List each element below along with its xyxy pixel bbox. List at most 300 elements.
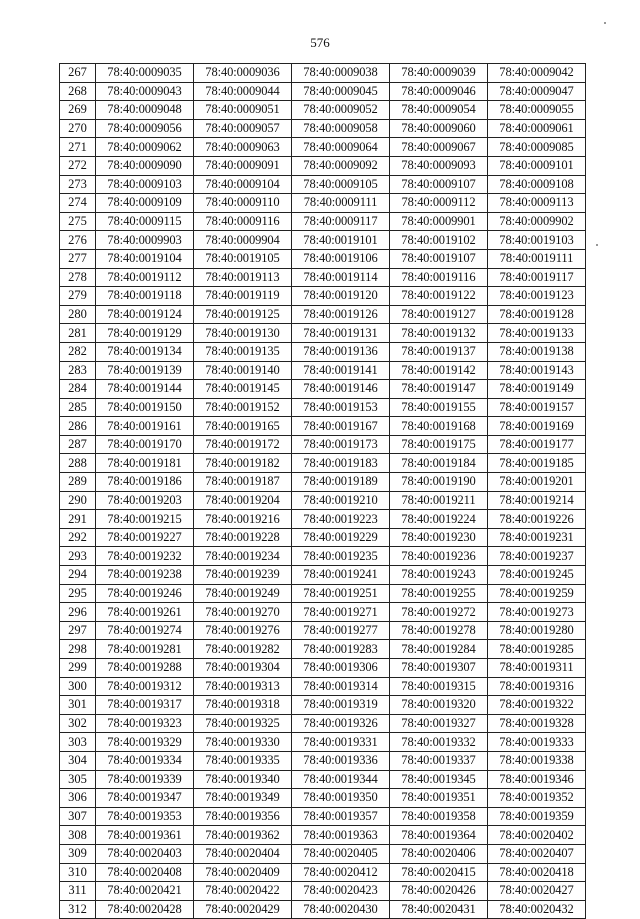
cadastral-number-cell: 78:40:0020412 <box>292 863 390 882</box>
row-number: 299 <box>60 659 96 678</box>
cadastral-number-cell: 78:40:0019128 <box>488 305 586 324</box>
cadastral-number-cell: 78:40:0020432 <box>488 900 586 919</box>
cadastral-number-cell: 78:40:0009048 <box>96 101 194 120</box>
cadastral-number-cell: 78:40:0009044 <box>194 82 292 101</box>
cadastral-number-cell: 78:40:0019111 <box>488 249 586 268</box>
table-row <box>60 566 586 585</box>
row-number: 284 <box>60 380 96 399</box>
cadastral-number-cell: 78:40:0009092 <box>292 156 390 175</box>
cadastral-number-cell: 78:40:0009117 <box>292 212 390 231</box>
cadastral-number-cell: 78:40:0019352 <box>488 789 586 808</box>
cadastral-number-cell: 78:40:0020429 <box>194 900 292 919</box>
cadastral-number-cell: 78:40:0019226 <box>488 510 586 529</box>
cadastral-number-cell: 78:40:0019259 <box>488 584 586 603</box>
cadastral-number-cell: 78:40:0019307 <box>390 659 488 678</box>
cadastral-number-cell: 78:40:0019234 <box>194 547 292 566</box>
row-number: 298 <box>60 640 96 659</box>
table-row <box>60 175 586 194</box>
cadastral-number-cell: 78:40:0019322 <box>488 696 586 715</box>
cadastral-number-cell: 78:40:0019304 <box>194 659 292 678</box>
cadastral-number-cell: 78:40:0019138 <box>488 342 586 361</box>
cadastral-number-cell: 78:40:0019147 <box>390 380 488 399</box>
cadastral-number-cell: 78:40:0019306 <box>292 659 390 678</box>
table-row <box>60 789 586 808</box>
cadastral-number-cell: 78:40:0019336 <box>292 751 390 770</box>
cadastral-number-cell: 78:40:0019236 <box>390 547 488 566</box>
cadastral-number-cell: 78:40:0020423 <box>292 882 390 901</box>
cadastral-number-cell: 78:40:0009064 <box>292 138 390 157</box>
cadastral-number-cell: 78:40:0019271 <box>292 603 390 622</box>
cadastral-number-cell: 78:40:0019116 <box>390 268 488 287</box>
cadastral-number-cell: 78:40:0019133 <box>488 324 586 343</box>
row-number: 269 <box>60 101 96 120</box>
cadastral-number-cell: 78:40:0019201 <box>488 473 586 492</box>
row-number: 311 <box>60 882 96 901</box>
cadastral-number-cell: 78:40:0019107 <box>390 249 488 268</box>
table-row <box>60 287 586 306</box>
cadastral-number-cell: 78:40:0019272 <box>390 603 488 622</box>
row-number: 308 <box>60 826 96 845</box>
table-row <box>60 696 586 715</box>
row-number: 283 <box>60 361 96 380</box>
row-number: 272 <box>60 156 96 175</box>
cadastral-number-cell: 78:40:0019157 <box>488 398 586 417</box>
cadastral-number-cell: 78:40:0020418 <box>488 863 586 882</box>
row-number: 275 <box>60 212 96 231</box>
row-number: 276 <box>60 231 96 250</box>
row-number: 310 <box>60 863 96 882</box>
cadastral-number-cell: 78:40:0019270 <box>194 603 292 622</box>
row-number: 268 <box>60 82 96 101</box>
row-number: 274 <box>60 194 96 213</box>
cadastral-number-cell: 78:40:0019311 <box>488 659 586 678</box>
cadastral-number-cell: 78:40:0009038 <box>292 64 390 83</box>
cadastral-number-cell: 78:40:0020405 <box>292 844 390 863</box>
cadastral-number-cell: 78:40:0019277 <box>292 621 390 640</box>
cadastral-number-cell: 78:40:0020404 <box>194 844 292 863</box>
cadastral-number-cell: 78:40:0019165 <box>194 417 292 436</box>
row-number: 292 <box>60 528 96 547</box>
cadastral-number-cell: 78:40:0019249 <box>194 584 292 603</box>
cadastral-number-cell: 78:40:0019353 <box>96 807 194 826</box>
cadastral-number-cell: 78:40:0019335 <box>194 751 292 770</box>
row-number: 294 <box>60 566 96 585</box>
cadastral-number-cell: 78:40:0009090 <box>96 156 194 175</box>
cadastral-number-cell: 78:40:0009052 <box>292 101 390 120</box>
cadastral-number-cell: 78:40:0019235 <box>292 547 390 566</box>
cadastral-number-cell: 78:40:0019273 <box>488 603 586 622</box>
cadastral-number-cell: 78:40:0019204 <box>194 491 292 510</box>
table-row <box>60 64 586 83</box>
cadastral-number-cell: 78:40:0019137 <box>390 342 488 361</box>
cadastral-number-cell: 78:40:0009058 <box>292 119 390 138</box>
cadastral-number-cell: 78:40:0019344 <box>292 770 390 789</box>
cadastral-number-cell: 78:40:0019181 <box>96 454 194 473</box>
row-number: 281 <box>60 324 96 343</box>
cadastral-number-cell: 78:40:0019134 <box>96 342 194 361</box>
table-row <box>60 417 586 436</box>
cadastral-number-cell: 78:40:0019211 <box>390 491 488 510</box>
row-number: 267 <box>60 64 96 83</box>
cadastral-number-cell: 78:40:0019123 <box>488 287 586 306</box>
row-number: 300 <box>60 677 96 696</box>
cadastral-number-cell: 78:40:0019361 <box>96 826 194 845</box>
row-number: 296 <box>60 603 96 622</box>
cadastral-number-cell: 78:40:0019102 <box>390 231 488 250</box>
cadastral-number-cell: 78:40:0009036 <box>194 64 292 83</box>
cadastral-number-cell: 78:40:0009113 <box>488 194 586 213</box>
cadastral-number-cell: 78:40:0019363 <box>292 826 390 845</box>
cadastral-number-cell: 78:40:0019329 <box>96 733 194 752</box>
cadastral-number-cell: 78:40:0020407 <box>488 844 586 863</box>
cadastral-number-cell: 78:40:0009061 <box>488 119 586 138</box>
row-number: 302 <box>60 714 96 733</box>
cadastral-number-cell: 78:40:0019350 <box>292 789 390 808</box>
cadastral-number-cell: 78:40:0009110 <box>194 194 292 213</box>
cadastral-number-cell: 78:40:0019175 <box>390 435 488 454</box>
cadastral-number-cell: 78:40:0020402 <box>488 826 586 845</box>
cadastral-number-cell: 78:40:0019130 <box>194 324 292 343</box>
cadastral-number-cell: 78:40:0019145 <box>194 380 292 399</box>
cadastral-number-cell: 78:40:0019320 <box>390 696 488 715</box>
cadastral-number-cell: 78:40:0020428 <box>96 900 194 919</box>
row-number: 291 <box>60 510 96 529</box>
cadastral-number-cell: 78:40:0019333 <box>488 733 586 752</box>
cadastral-number-cell: 78:40:0009046 <box>390 82 488 101</box>
cadastral-number-cell: 78:40:0019189 <box>292 473 390 492</box>
row-number: 306 <box>60 789 96 808</box>
cadastral-number-cell: 78:40:0019312 <box>96 677 194 696</box>
cadastral-number-cell: 78:40:0019112 <box>96 268 194 287</box>
cadastral-number-cell: 78:40:0019125 <box>194 305 292 324</box>
cadastral-number-cell: 78:40:0019359 <box>488 807 586 826</box>
cadastral-number-cell: 78:40:0020403 <box>96 844 194 863</box>
cadastral-number-cell: 78:40:0009104 <box>194 175 292 194</box>
row-number: 297 <box>60 621 96 640</box>
cadastral-number-cell: 78:40:0019106 <box>292 249 390 268</box>
scan-speck <box>604 22 606 24</box>
cadastral-number-cell: 78:40:0019314 <box>292 677 390 696</box>
row-number: 295 <box>60 584 96 603</box>
cadastral-number-cell: 78:40:0009091 <box>194 156 292 175</box>
table-row <box>60 844 586 863</box>
row-number: 293 <box>60 547 96 566</box>
row-number: 309 <box>60 844 96 863</box>
cadastral-number-cell: 78:40:0019214 <box>488 491 586 510</box>
cadastral-number-table <box>59 63 586 919</box>
table-body <box>60 64 586 919</box>
cadastral-number-cell: 78:40:0019132 <box>390 324 488 343</box>
cadastral-number-cell: 78:40:0019140 <box>194 361 292 380</box>
table-row <box>60 82 586 101</box>
cadastral-number-cell: 78:40:0009085 <box>488 138 586 157</box>
cadastral-number-cell: 78:40:0019278 <box>390 621 488 640</box>
cadastral-number-cell: 78:40:0019168 <box>390 417 488 436</box>
cadastral-number-cell: 78:40:0019136 <box>292 342 390 361</box>
cadastral-number-cell: 78:40:0019283 <box>292 640 390 659</box>
table-row <box>60 677 586 696</box>
cadastral-number-cell: 78:40:0019101 <box>292 231 390 250</box>
cadastral-number-cell: 78:40:0019131 <box>292 324 390 343</box>
table-row <box>60 231 586 250</box>
cadastral-number-cell: 78:40:0019227 <box>96 528 194 547</box>
cadastral-number-cell: 78:40:0020422 <box>194 882 292 901</box>
cadastral-number-cell: 78:40:0019325 <box>194 714 292 733</box>
cadastral-number-cell: 78:40:0019357 <box>292 807 390 826</box>
table-row <box>60 826 586 845</box>
scan-speck <box>596 244 598 246</box>
cadastral-number-cell: 78:40:0019183 <box>292 454 390 473</box>
cadastral-number-cell: 78:40:0019203 <box>96 491 194 510</box>
row-number: 305 <box>60 770 96 789</box>
row-number: 278 <box>60 268 96 287</box>
cadastral-number-cell: 78:40:0019190 <box>390 473 488 492</box>
cadastral-number-cell: 78:40:0009055 <box>488 101 586 120</box>
cadastral-number-cell: 78:40:0020430 <box>292 900 390 919</box>
table-row <box>60 770 586 789</box>
cadastral-number-cell: 78:40:0019127 <box>390 305 488 324</box>
table-row <box>60 473 586 492</box>
table-row <box>60 900 586 919</box>
row-number: 271 <box>60 138 96 157</box>
cadastral-number-cell: 78:40:0019120 <box>292 287 390 306</box>
cadastral-number-cell: 78:40:0009902 <box>488 212 586 231</box>
table-row <box>60 398 586 417</box>
cadastral-number-cell: 78:40:0019315 <box>390 677 488 696</box>
cadastral-number-cell: 78:40:0019331 <box>292 733 390 752</box>
table-row <box>60 807 586 826</box>
cadastral-number-cell: 78:40:0019185 <box>488 454 586 473</box>
cadastral-number-cell: 78:40:0019318 <box>194 696 292 715</box>
row-number: 282 <box>60 342 96 361</box>
cadastral-number-cell: 78:40:0019358 <box>390 807 488 826</box>
cadastral-number-cell: 78:40:0009903 <box>96 231 194 250</box>
cadastral-number-cell: 78:40:0019129 <box>96 324 194 343</box>
cadastral-number-cell: 78:40:0019316 <box>488 677 586 696</box>
cadastral-number-cell: 78:40:0009051 <box>194 101 292 120</box>
cadastral-number-cell: 78:40:0019169 <box>488 417 586 436</box>
cadastral-number-cell: 78:40:0019274 <box>96 621 194 640</box>
cadastral-number-cell: 78:40:0019334 <box>96 751 194 770</box>
table-row <box>60 714 586 733</box>
table-row <box>60 510 586 529</box>
cadastral-number-cell: 78:40:0009111 <box>292 194 390 213</box>
cadastral-number-cell: 78:40:0019261 <box>96 603 194 622</box>
cadastral-number-cell: 78:40:0019285 <box>488 640 586 659</box>
cadastral-number-cell: 78:40:0019340 <box>194 770 292 789</box>
cadastral-number-cell: 78:40:0019281 <box>96 640 194 659</box>
table-row <box>60 156 586 175</box>
cadastral-number-cell: 78:40:0019241 <box>292 566 390 585</box>
cadastral-number-cell: 78:40:0019317 <box>96 696 194 715</box>
cadastral-number-cell: 78:40:0009103 <box>96 175 194 194</box>
cadastral-number-cell: 78:40:0019215 <box>96 510 194 529</box>
cadastral-number-cell: 78:40:0019319 <box>292 696 390 715</box>
table-row <box>60 603 586 622</box>
row-number: 304 <box>60 751 96 770</box>
cadastral-number-cell: 78:40:0019103 <box>488 231 586 250</box>
cadastral-number-cell: 78:40:0019230 <box>390 528 488 547</box>
cadastral-number-cell: 78:40:0019323 <box>96 714 194 733</box>
cadastral-number-cell: 78:40:0019339 <box>96 770 194 789</box>
cadastral-number-cell: 78:40:0009093 <box>390 156 488 175</box>
cadastral-number-cell: 78:40:0020408 <box>96 863 194 882</box>
cadastral-number-cell: 78:40:0020409 <box>194 863 292 882</box>
cadastral-number-cell: 78:40:0019347 <box>96 789 194 808</box>
cadastral-number-cell: 78:40:0019177 <box>488 435 586 454</box>
cadastral-number-cell: 78:40:0019237 <box>488 547 586 566</box>
cadastral-number-cell: 78:40:0019155 <box>390 398 488 417</box>
cadastral-number-cell: 78:40:0009063 <box>194 138 292 157</box>
cadastral-number-cell: 78:40:0019243 <box>390 566 488 585</box>
cadastral-number-cell: 78:40:0009108 <box>488 175 586 194</box>
cadastral-number-cell: 78:40:0019118 <box>96 287 194 306</box>
cadastral-number-cell: 78:40:0009105 <box>292 175 390 194</box>
cadastral-number-cell: 78:40:0009112 <box>390 194 488 213</box>
cadastral-number-cell: 78:40:0009067 <box>390 138 488 157</box>
cadastral-number-cell: 78:40:0019351 <box>390 789 488 808</box>
row-number: 286 <box>60 417 96 436</box>
row-number: 289 <box>60 473 96 492</box>
cadastral-number-cell: 78:40:0009116 <box>194 212 292 231</box>
cadastral-number-cell: 78:40:0019288 <box>96 659 194 678</box>
cadastral-number-cell: 78:40:0019238 <box>96 566 194 585</box>
cadastral-number-cell: 78:40:0019364 <box>390 826 488 845</box>
cadastral-number-cell: 78:40:0019282 <box>194 640 292 659</box>
table-row <box>60 659 586 678</box>
page-number: 576 <box>310 35 330 50</box>
cadastral-number-cell: 78:40:0019346 <box>488 770 586 789</box>
cadastral-number-cell: 78:40:0019141 <box>292 361 390 380</box>
cadastral-number-cell: 78:40:0019251 <box>292 584 390 603</box>
cadastral-number-cell: 78:40:0009035 <box>96 64 194 83</box>
row-number: 290 <box>60 491 96 510</box>
cadastral-number-cell: 78:40:0019280 <box>488 621 586 640</box>
row-number: 279 <box>60 287 96 306</box>
cadastral-number-cell: 78:40:0019126 <box>292 305 390 324</box>
table-row <box>60 547 586 566</box>
table-row <box>60 305 586 324</box>
cadastral-number-cell: 78:40:0019229 <box>292 528 390 547</box>
table-row <box>60 101 586 120</box>
cadastral-number-cell: 78:40:0019255 <box>390 584 488 603</box>
cadastral-number-cell: 78:40:0019330 <box>194 733 292 752</box>
cadastral-number-cell: 78:40:0009042 <box>488 64 586 83</box>
table-row <box>60 733 586 752</box>
cadastral-number-cell: 78:40:0019105 <box>194 249 292 268</box>
cadastral-number-cell: 78:40:0019276 <box>194 621 292 640</box>
cadastral-number-cell: 78:40:0020406 <box>390 844 488 863</box>
row-number: 287 <box>60 435 96 454</box>
table-row <box>60 194 586 213</box>
cadastral-number-cell: 78:40:0019104 <box>96 249 194 268</box>
cadastral-number-cell: 78:40:0009047 <box>488 82 586 101</box>
cadastral-number-cell: 78:40:0019113 <box>194 268 292 287</box>
table-row <box>60 584 586 603</box>
cadastral-number-cell: 78:40:0009057 <box>194 119 292 138</box>
cadastral-number-cell: 78:40:0009904 <box>194 231 292 250</box>
table-row <box>60 528 586 547</box>
cadastral-number-cell: 78:40:0019327 <box>390 714 488 733</box>
cadastral-number-cell: 78:40:0019117 <box>488 268 586 287</box>
cadastral-number-cell: 78:40:0019187 <box>194 473 292 492</box>
cadastral-number-cell: 78:40:0009062 <box>96 138 194 157</box>
cadastral-number-cell: 78:40:0019170 <box>96 435 194 454</box>
cadastral-number-cell: 78:40:0019150 <box>96 398 194 417</box>
cadastral-number-cell: 78:40:0019338 <box>488 751 586 770</box>
cadastral-number-cell: 78:40:0019362 <box>194 826 292 845</box>
cadastral-number-cell: 78:40:0019332 <box>390 733 488 752</box>
cadastral-number-cell: 78:40:0019223 <box>292 510 390 529</box>
cadastral-number-cell: 78:40:0009901 <box>390 212 488 231</box>
cadastral-number-cell: 78:40:0019224 <box>390 510 488 529</box>
cadastral-number-cell: 78:40:0019232 <box>96 547 194 566</box>
table-row <box>60 361 586 380</box>
row-number: 273 <box>60 175 96 194</box>
cadastral-number-cell: 78:40:0020431 <box>390 900 488 919</box>
table-row <box>60 640 586 659</box>
cadastral-number-cell: 78:40:0019143 <box>488 361 586 380</box>
cadastral-number-cell: 78:40:0009060 <box>390 119 488 138</box>
cadastral-number-cell: 78:40:0019186 <box>96 473 194 492</box>
table-row <box>60 138 586 157</box>
cadastral-number-cell: 78:40:0019228 <box>194 528 292 547</box>
cadastral-number-cell: 78:40:0019167 <box>292 417 390 436</box>
cadastral-number-cell: 78:40:0019345 <box>390 770 488 789</box>
table-row <box>60 342 586 361</box>
cadastral-number-cell: 78:40:0020421 <box>96 882 194 901</box>
table-row <box>60 435 586 454</box>
table-row <box>60 751 586 770</box>
cadastral-number-cell: 78:40:0009101 <box>488 156 586 175</box>
row-number: 307 <box>60 807 96 826</box>
cadastral-number-cell: 78:40:0019184 <box>390 454 488 473</box>
cadastral-number-cell: 78:40:0019313 <box>194 677 292 696</box>
table-row <box>60 621 586 640</box>
cadastral-number-cell: 78:40:0019210 <box>292 491 390 510</box>
row-number: 301 <box>60 696 96 715</box>
table-row <box>60 268 586 287</box>
cadastral-number-cell: 78:40:0019142 <box>390 361 488 380</box>
cadastral-number-cell: 78:40:0019161 <box>96 417 194 436</box>
cadastral-number-cell: 78:40:0019245 <box>488 566 586 585</box>
cadastral-number-cell: 78:40:0009107 <box>390 175 488 194</box>
table-row <box>60 454 586 473</box>
cadastral-number-cell: 78:40:0019172 <box>194 435 292 454</box>
cadastral-number-cell: 78:40:0019246 <box>96 584 194 603</box>
cadastral-number-cell: 78:40:0019139 <box>96 361 194 380</box>
cadastral-number-cell: 78:40:0019122 <box>390 287 488 306</box>
table-row <box>60 119 586 138</box>
cadastral-number-cell: 78:40:0019328 <box>488 714 586 733</box>
table-row <box>60 249 586 268</box>
table-row <box>60 324 586 343</box>
cadastral-number-cell: 78:40:0019153 <box>292 398 390 417</box>
cadastral-number-cell: 78:40:0019326 <box>292 714 390 733</box>
row-number: 277 <box>60 249 96 268</box>
cadastral-number-cell: 78:40:0020415 <box>390 863 488 882</box>
row-number: 285 <box>60 398 96 417</box>
cadastral-number-cell: 78:40:0019231 <box>488 528 586 547</box>
cadastral-number-cell: 78:40:0019182 <box>194 454 292 473</box>
cadastral-number-cell: 78:40:0019152 <box>194 398 292 417</box>
cadastral-number-cell: 78:40:0019144 <box>96 380 194 399</box>
cadastral-number-cell: 78:40:0019216 <box>194 510 292 529</box>
cadastral-number-cell: 78:40:0019173 <box>292 435 390 454</box>
cadastral-number-cell: 78:40:0009056 <box>96 119 194 138</box>
table-row <box>60 380 586 399</box>
row-number: 288 <box>60 454 96 473</box>
